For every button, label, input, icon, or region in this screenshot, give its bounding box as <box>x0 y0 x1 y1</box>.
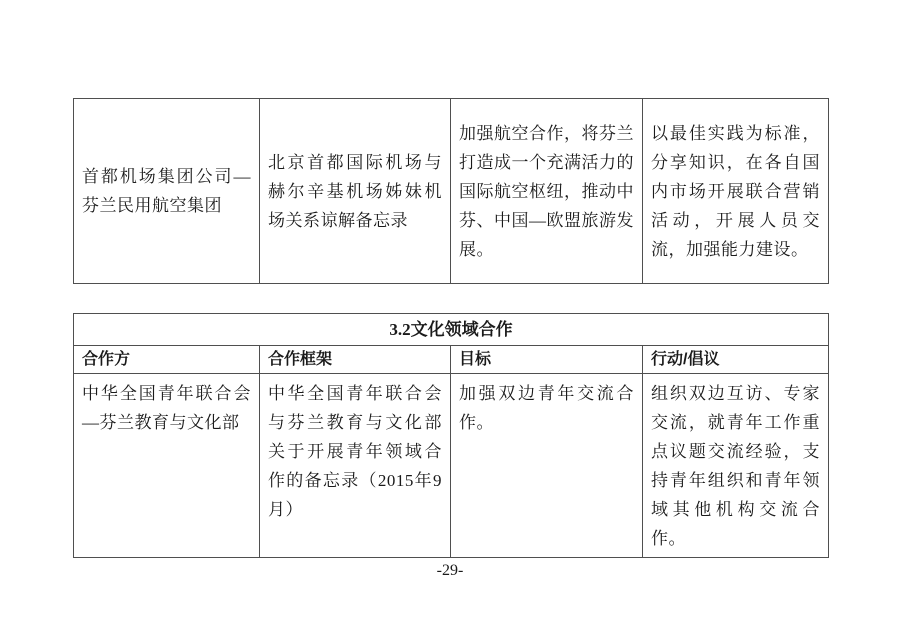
aviation-cooperation-table <box>73 98 829 284</box>
section-title <box>74 314 829 346</box>
framework-cell: 北京首都国际机场与赫尔辛基机场姊妹机场关系谅解备忘录 <box>260 99 451 284</box>
action-cell: 组织双边互访、专家交流，就青年工作重点议题交流经验，支持青年组织和青年领域其他机构交流合作。 <box>643 374 829 558</box>
column-header-party: 合作方 <box>74 346 260 374</box>
table-row <box>74 99 829 284</box>
section-number: 3.2 <box>389 319 411 339</box>
goal-cell: 加强双边青年交流合作。 <box>451 374 643 558</box>
goal-cell: 加强航空合作，将芬兰打造成一个充满活力的国际航空枢纽，推动中芬、中国—欧盟旅游发展。 <box>451 99 643 284</box>
column-header-framework: 合作框架 <box>260 346 451 374</box>
table-row <box>74 374 829 558</box>
culture-cooperation-table <box>73 313 829 558</box>
section-title-row <box>74 314 829 346</box>
column-header-goal: 目标 <box>451 346 643 374</box>
page-number: -29- <box>436 562 464 579</box>
framework-cell: 中华全国青年联合会与芬兰教育与文化部关于开展青年领域合作的备忘录（2015年9月） <box>260 374 451 558</box>
section-title-text: 文化领域合作 <box>410 319 513 339</box>
action-cell: 以最佳实践为标准，分享知识，在各自国内市场开展联合营销活动，开展人员交流，加强能力建设。 <box>643 99 829 284</box>
party-cell: 首都机场集团公司—芬兰民用航空集团 <box>74 99 260 284</box>
column-header-action: 行动/倡议 <box>643 346 829 374</box>
table-header-row <box>74 346 829 374</box>
party-cell: 中华全国青年联合会—芬兰教育与文化部 <box>74 374 260 558</box>
